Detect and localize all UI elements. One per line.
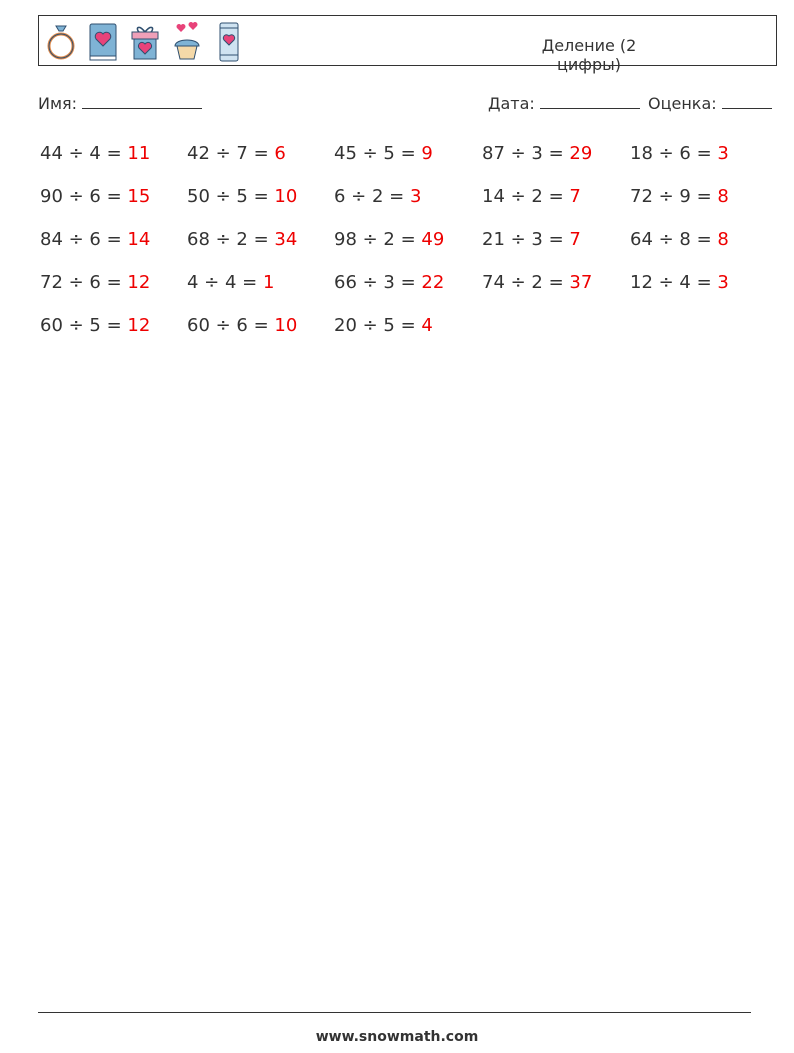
problem-answer: 6 — [274, 143, 286, 164]
problem-expression: 12 ÷ 4 = — [630, 272, 718, 293]
problem-answer: 22 — [421, 272, 445, 293]
cupcake-icon — [171, 20, 203, 64]
problem-answer: 8 — [717, 186, 729, 207]
problem — [482, 143, 592, 164]
problem-expression: 90 ÷ 6 = — [40, 186, 128, 207]
name-label: Имя: — [38, 94, 78, 113]
name-field — [38, 93, 202, 113]
problem-expression: 72 ÷ 6 = — [40, 272, 128, 293]
date-label: Дата: — [488, 94, 535, 113]
problem — [630, 272, 729, 293]
problem-expression: 4 ÷ 4 = — [187, 272, 263, 293]
problem — [40, 315, 150, 336]
problem-expression: 72 ÷ 9 = — [630, 186, 718, 207]
problem-answer: 29 — [569, 143, 593, 164]
grade-line[interactable] — [722, 93, 772, 109]
ring-icon — [45, 20, 77, 64]
worksheet-title: Деление (2 цифры) — [541, 36, 637, 74]
problem-answer: 34 — [274, 229, 298, 250]
problem — [334, 186, 421, 207]
problem-answer: 3 — [717, 143, 729, 164]
problem-expression: 44 ÷ 4 = — [40, 143, 128, 164]
problem-answer: 3 — [409, 186, 422, 207]
book-heart-icon — [87, 20, 119, 64]
problem-answer: 7 — [569, 229, 581, 250]
grade-field — [648, 93, 772, 113]
problem — [187, 315, 297, 336]
problem — [334, 143, 433, 164]
problem — [40, 229, 150, 250]
problem — [334, 272, 444, 293]
name-line[interactable] — [82, 93, 202, 109]
problem — [482, 229, 581, 250]
problem-answer: 10 — [274, 315, 298, 336]
problem — [187, 186, 297, 207]
problem-expression: 60 ÷ 6 = — [187, 315, 275, 336]
problem-expression: 64 ÷ 8 = — [630, 229, 718, 250]
problem-expression: 21 ÷ 3 = — [482, 229, 570, 250]
phone-heart-icon — [213, 20, 245, 64]
problem-answer: 9 — [421, 143, 433, 164]
problem-expression: 18 ÷ 6 = — [630, 143, 718, 164]
problem-answer: 15 — [127, 186, 151, 207]
problem — [187, 229, 297, 250]
grade-label: Оценка: — [648, 94, 717, 113]
problem — [482, 272, 592, 293]
problem-answer: 3 — [717, 272, 729, 293]
problem-expression: 14 ÷ 2 = — [482, 186, 570, 207]
problem-expression: 45 ÷ 5 = — [334, 143, 422, 164]
problem — [187, 143, 286, 164]
header-box — [38, 15, 777, 74]
problem-answer: 10 — [274, 186, 298, 207]
problem-answer: 11 — [127, 143, 151, 164]
problem — [187, 272, 274, 293]
footer-rule — [38, 1012, 751, 1013]
problem-answer: 7 — [569, 186, 581, 207]
problem — [40, 186, 150, 207]
problem-expression: 74 ÷ 2 = — [482, 272, 570, 293]
problem-expression: 68 ÷ 2 = — [187, 229, 275, 250]
problem — [40, 143, 150, 164]
icon-strip — [45, 20, 245, 64]
problem — [630, 229, 729, 250]
problem-expression: 42 ÷ 7 = — [187, 143, 275, 164]
problem-answer: 12 — [127, 272, 151, 293]
problem-expression: 84 ÷ 6 = — [40, 229, 128, 250]
problem-expression: 98 ÷ 2 = — [334, 229, 422, 250]
problem-answer: 4 — [421, 315, 433, 336]
problem-answer: 37 — [569, 272, 593, 293]
problem — [334, 315, 433, 336]
problem — [482, 186, 581, 207]
problem-answer: 8 — [717, 229, 729, 250]
date-field — [488, 93, 640, 113]
footer-url: www.snowmath.com — [315, 1029, 479, 1045]
problem-expression: 66 ÷ 3 = — [334, 272, 422, 293]
date-line[interactable] — [540, 93, 640, 109]
problem-expression: 87 ÷ 3 = — [482, 143, 570, 164]
problem — [630, 143, 729, 164]
problem-expression: 6 ÷ 2 = — [334, 186, 410, 207]
problem-answer: 12 — [127, 315, 151, 336]
problem-expression: 20 ÷ 5 = — [334, 315, 422, 336]
problem-expression: 60 ÷ 5 = — [40, 315, 128, 336]
problem — [630, 186, 729, 207]
problem-answer: 49 — [421, 229, 445, 250]
problem — [40, 272, 150, 293]
problem-answer: 1 — [262, 272, 275, 293]
problem — [334, 229, 444, 250]
gift-box-icon — [129, 20, 161, 64]
problem-answer: 14 — [127, 229, 151, 250]
problem-expression: 50 ÷ 5 = — [187, 186, 275, 207]
